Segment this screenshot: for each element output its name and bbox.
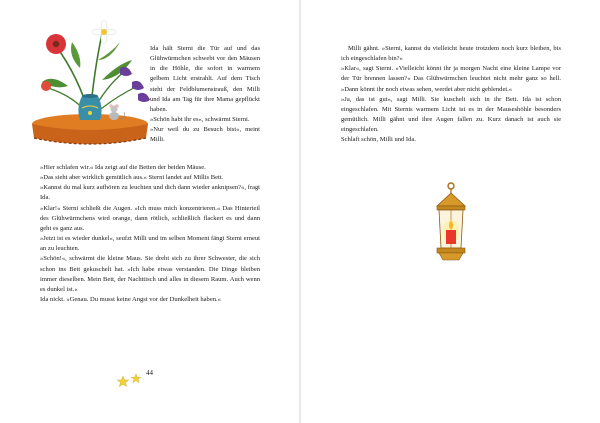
paragraph: »Schön habt ihr es«, schwärmt Sterni. xyxy=(150,116,250,124)
paragraph: Milli gähnt. »Sterni, kannst du vielleicht heute trotzdem noch kurz bleiben, bis ich eingeschlafen bin?« xyxy=(341,45,561,63)
paragraph: »Hier schlafen wir.« Ida zeigt auf die Betten der beiden Mäuse. xyxy=(40,164,206,171)
paragraph: Schlaft schön, Milli und Ida. xyxy=(341,136,416,144)
flower-vase-illustration xyxy=(28,16,158,166)
paragraph: »Das sieht aber wirklich gemütlich aus.« Sterni landet auf Millis Bett. xyxy=(40,174,224,182)
paragraph: »Kannst du mal kurz aufhören zu leuchten und dich dann wieder anknipsen?«, fragt Ida. xyxy=(40,184,260,202)
paragraph: »Klar!« Sterni schließt die Augen. »Ich muss mich konzentrieren.« Das Hinterteil des Glühwürmchens wird orange, dann rötlich, schließlich flackert es und dann geht es ganz aus. xyxy=(40,204,260,232)
paragraph: »Ja, das ist gut«, sagt Milli. Sie kuschelt sich in ihr Bett. Ida ist schon eingeschlafen. Mit Sternis warmem Licht ist es in der Mauseshöhle besonders gemütlich. Milli gähnt und ihre Augen fallen zu. Kurz danach ist auch sie eingeschlafen. xyxy=(341,95,561,134)
paragraph: Ida hält Sterni die Tür auf und das Glühwürmchen schwebt vor den Mäusen in die Höhle, die sofort in warmem gelbem Licht erstrahlt. Auf dem Tisch steht der Feldblumenstrauß, den Milli und Ida am Tag für ihre Mama gepflückt haben. xyxy=(150,45,260,113)
paragraph: »Klar«, sagt Sterni. »Vielleicht könnt ihr ja morgen Nacht eine kleine Lampe vor der Tür brennen lassen?« Das Glühwürmchen leuchtet nicht mehr ganz so hell. »Dann könnt ihr noch etwas sehen, werdet aber nicht geblendet.« xyxy=(341,65,561,93)
paragraph: »Nur weil du zu Besuch bist«, meint Milli. xyxy=(150,126,260,144)
lantern-illustration xyxy=(431,182,471,266)
right-page xyxy=(301,0,600,423)
paragraph: Ida nickt. »Genau. Du musst keine Angst vor der Dunkelheit haben.« xyxy=(40,296,221,304)
left-main-text xyxy=(40,163,260,305)
stars-icon xyxy=(116,373,146,389)
right-main-text xyxy=(341,44,561,146)
page-number: 44 xyxy=(146,369,153,377)
paragraph: »Schön!«, schwärmt die kleine Maus. Sie dreht sich zu ihrer Schwester, die sich schon ins Bett gekuschelt hat. »Ich habe etwas verstanden. Die Dinge bleiben immer dieselben. Mein Bett, der Nachttisch und alles in diesem Raum. Auch wenn es dunkel ist.« xyxy=(40,255,260,293)
left-top-text xyxy=(150,44,260,146)
paragraph: »Jetzt ist es wieder dunkel«, seufzt Milli und im selben Moment fängt Sterni erneut an zu leuchten. xyxy=(40,235,260,253)
left-page xyxy=(0,0,299,423)
